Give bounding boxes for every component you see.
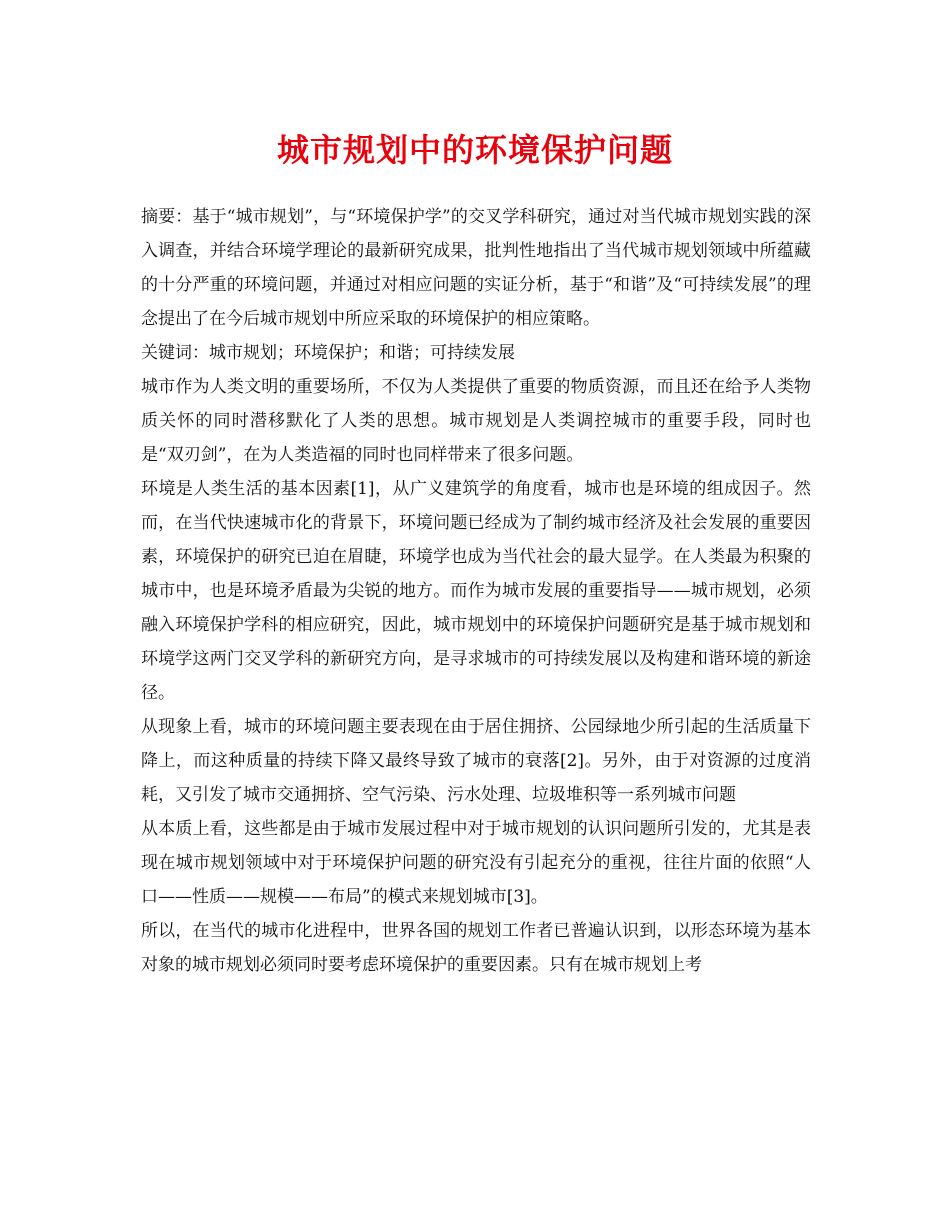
document-body — [141, 200, 811, 982]
document-title: 城市规划中的环境保护问题 — [276, 131, 673, 169]
body-paragraph: 城市作为人类文明的重要场所，不仅为人类提供了重要的物质资源，而且还在给予人类物质关怀的同时潜移默化了人类的思想。城市规划是人类调控城市的重要手段，同时也是“双刃剑”，在为人类造福的同时也同样带来了很多问题。 — [141, 377, 811, 465]
body-paragraph: 环境是人类生活的基本因素[1]，从广义建筑学的角度看，城市也是环境的组成因子。然而，在当代快速城市化的背景下，环境问题已经成为了制约城市经济及社会发展的重要因素，环境保护的研究已迫在眉睫，环境学也成为当代社会的最大显学。在人类最为积聚的城市中，也是环境矛盾最为尖锐的地方。而作为城市发展的重要指导——城市规划，必须融入环境保护学科的相应研究，因此，城市规划中的环境保护问题研究是基于城市规划和环境学这两门交叉学科的新研究方向，是寻求城市的可持续发展以及构建和谐环境的新途径。 — [141, 479, 811, 703]
body-paragraph: 所以，在当代的城市化进程中，世界各国的规划工作者已普遍认识到，以形态环境为基本对象的城市规划必须同时要考虑环境保护的重要因素。只有在城市规划上考 — [141, 921, 811, 975]
body-paragraph: 从现象上看，城市的环境问题主要表现在由于居住拥挤、公园绿地少所引起的生活质量下降上，而这种质量的持续下降又最终导致了城市的衰落[2]。另外，由于对资源的过度消耗，又引发了城市交通拥挤、空气污染、污水处理、垃圾堆积等一系列城市问题 — [141, 717, 811, 805]
abstract-paragraph: 摘要：基于“城市规划”，与“环境保护学”的交叉学科研究，通过对当代城市规划实践的深入调查，并结合环境学理论的最新研究成果，批判性地指出了当代城市规划领域中所蕴藏的十分严重的环境问题，并通过对相应问题的实证分析，基于“和谐”及“可持续发展”的理念提出了在今后城市规划中所应采取的环境保护的相应策略。 — [141, 207, 811, 329]
keywords-line: 关键词：城市规划；环境保护；和谐；可持续发展 — [141, 343, 515, 363]
body-paragraph: 从本质上看，这些都是由于城市发展过程中对于城市规划的认识问题所引发的，尤其是表现在城市规划领域中对于环境保护问题的研究没有引起充分的重视，往往片面的依照“人口——性质——规模——布局”的模式来规划城市[3]。 — [141, 819, 811, 907]
